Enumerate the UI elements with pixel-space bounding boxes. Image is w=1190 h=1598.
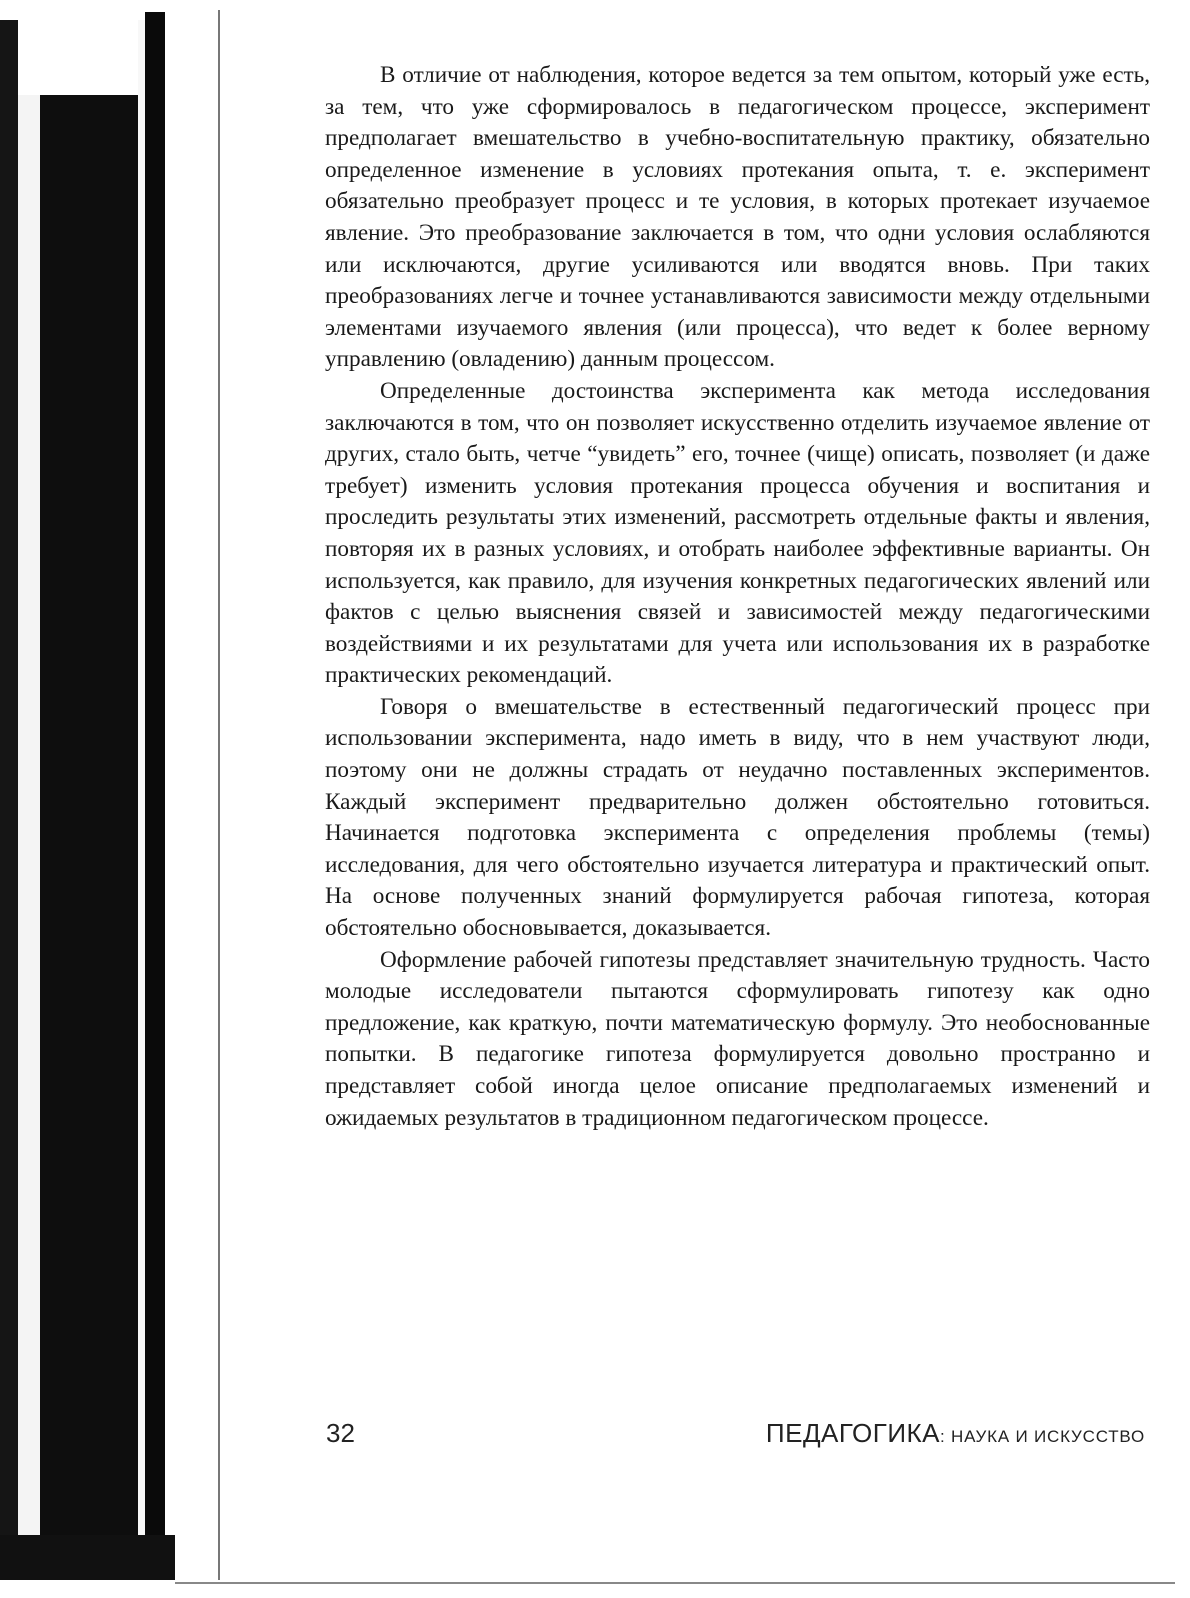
page-bottom-edge-line [175,1582,1175,1584]
page-edge-line [218,10,220,1580]
paragraph: Определенные достоинства эксперимента как метода исследования заключаются в том, что он позволяет искусственно отделить изучаемое явление от других, стало быть, четче “увидеть” его, точнее (чище) описать, позволяет (и даже требует) изменить условия протекания процесса обучения и воспитания и проследить результаты этих изменений, рассмотреть отдельные факты и явления, повторяя их в разных условиях, и отобрать наиболее эффективные варианты. Он используется, как правило, для изучения конкретных педагогических явлений или фактов с целью выяснения связей и зависимостей между педагогическими воздействиями и их результатами для учета или использования их в разработке практических рекомендаций. [325,377,1150,689]
book-title-main: ПЕДАГОГИКА [765,1418,940,1448]
paragraph: Оформление рабочей гипотезы представляет значительную трудность. Часто молодые исследователи пытаются сформулировать гипотезу как одно предложение, как краткую, почти математическую формулу. Это необоснованные попытки. В педагогике гипотеза формулируется довольно пространно и представляет собой иногда целое описание предполагаемых изменений и ожидаемых результатов в традиционном педагогическом процессе. [325,946,1150,1131]
binding-highlight [18,95,40,1535]
paragraph: Говоря о вмешательстве в естественный педагогический процесс при использовании эксперимента, надо иметь в виду, что в нем участвуют люди, поэтому они не должны страдать от неудачно поставленных экспериментов. Каждый эксперимент предварительно должен обстоятельно готовиться. Начинается подготовка эксперимента с определения проблемы (темы) исследования, для чего обстоятельно изучается литература и практический опыт. На основе полученных знаний формулируется рабочая гипотеза, которая обстоятельно обосновывается, доказывается. [325,693,1150,942]
binding-shadow-main [40,95,138,1545]
body-text [325,60,1150,1134]
book-title-sub: НАУКА И ИСКУССТВО [945,1427,1145,1446]
binding-shadow-outer [0,20,18,1580]
binding-highlight-inner [138,20,145,1540]
scan-binding-edge [0,0,175,1598]
paragraph: В отличие от наблюдения, которое ведется за тем опытом, который уже есть, за тем, что уже сформировалось в педагогическом процессе, эксперимент предполагает вмешательство в учебно-воспитательную практику, обязательно определенное изменение в условиях протекания опыта, т. е. эксперимент обязательно преобразует процесс и те условия, в которых протекает изучаемое явление. Это преобразование заключается в том, что одни условия ослабляются или исключаются, другие усиливаются или вводятся вновь. При таких преобразованиях легче и точнее устанавливаются зависимости между отдельными элементами изучаемого явления (или процесса), что ведет к более верному управлению (овладению) данным процессом. [325,62,1150,373]
running-footer-title [766,1418,1145,1449]
book-title-separator: : [940,1427,946,1446]
binding-shadow-inner [145,12,165,1572]
binding-shadow-bottom [0,1535,175,1580]
page-number: 32 [326,1418,355,1448]
